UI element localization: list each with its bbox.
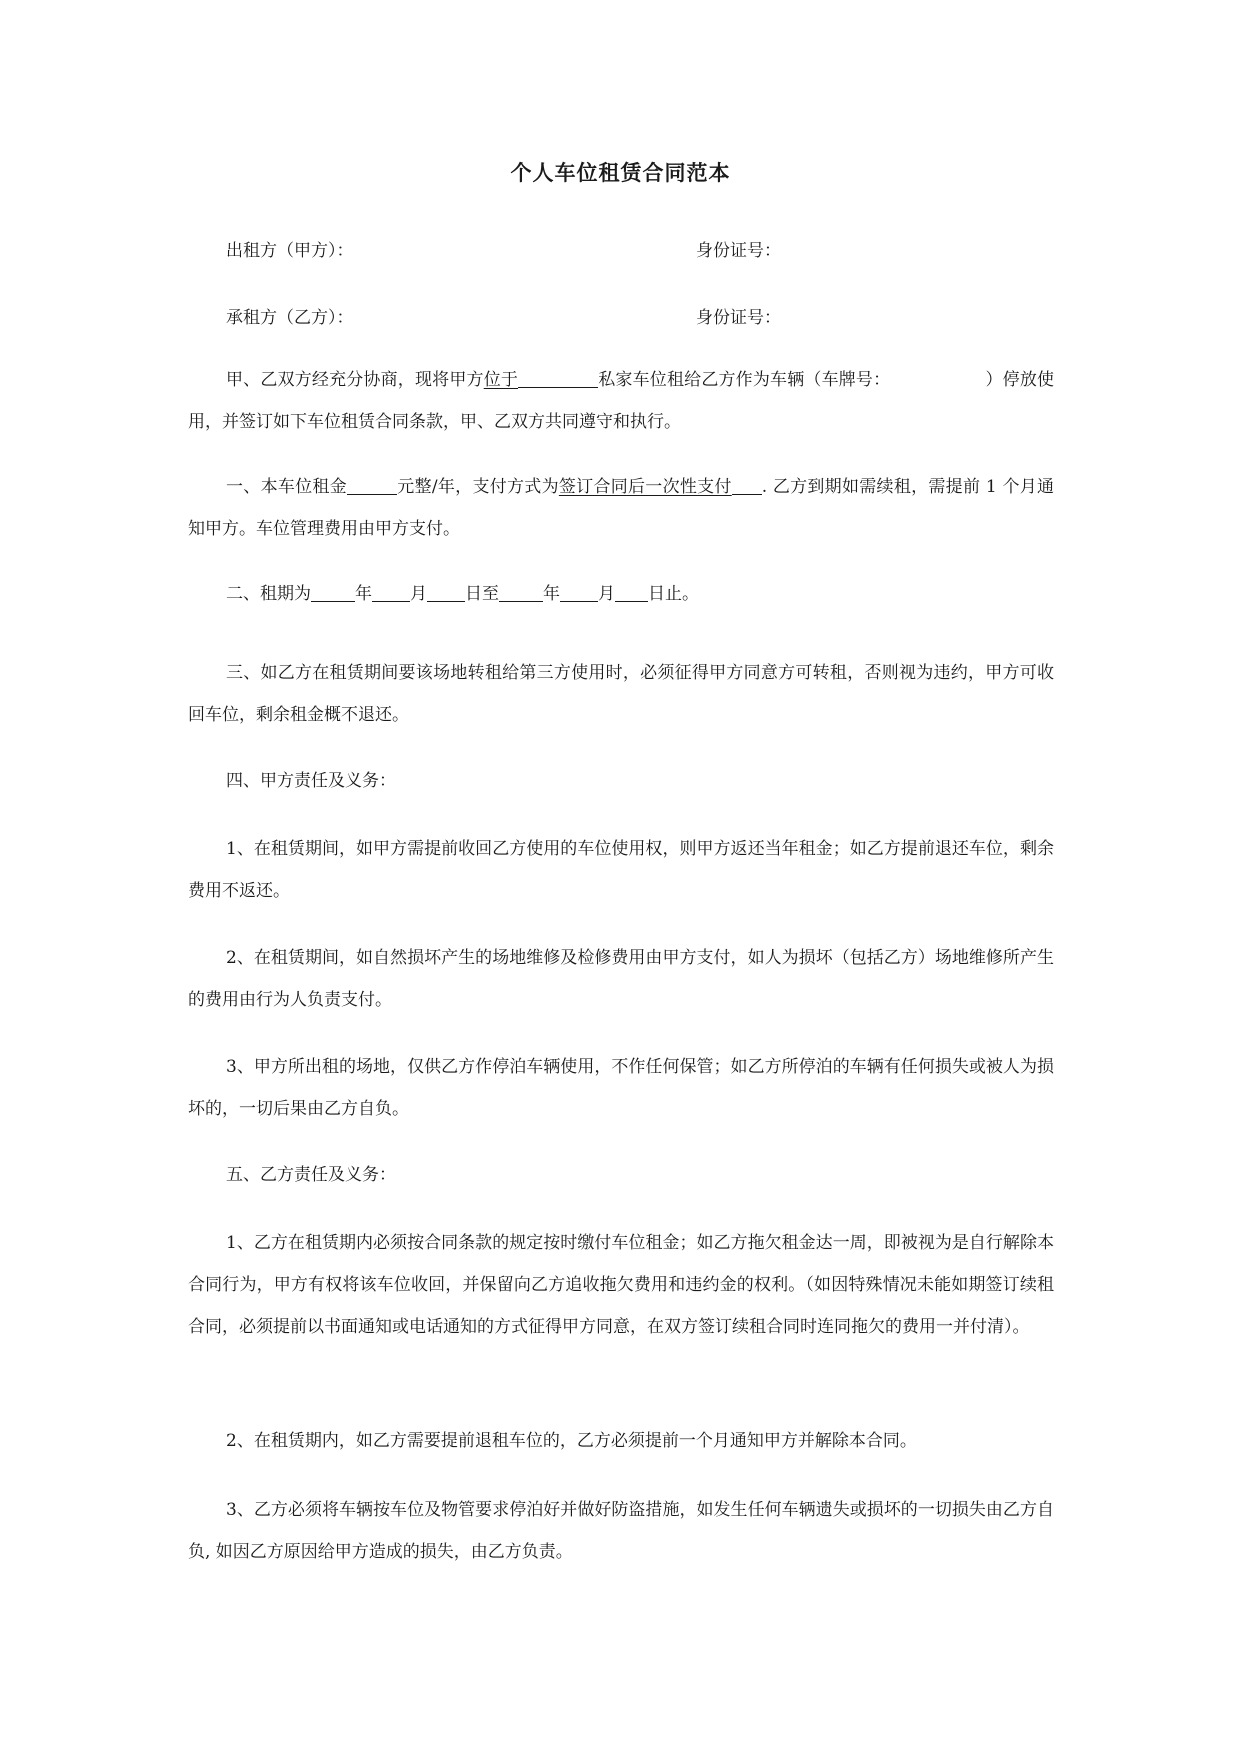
lessee-id-label: 身份证号： [696,308,781,328]
rent-amount-blank [347,476,397,495]
section-4-item-3: 3、甲方所出租的场地，仅供乙方作停泊车辆使用，不作任何保管；如乙方所停泊的车辆有任何损失或被人为损坏的，一切后果由乙方自负。 [188,1057,1054,1119]
clause-2 [188,573,1054,615]
intro-text-1: 甲、乙双方经充分协商，现将甲方 [226,370,484,390]
lessee-row [226,303,1106,327]
end-text: 日止。 [648,584,699,604]
start-day-blank [427,583,465,602]
lessor-label: 出租方（甲方）： [226,241,354,261]
section-4-item-2: 2、在租赁期间，如自然损坏产生的场地维修及检修费用由甲方支付，如人为损坏（包括乙方）场地维修所产生的费用由行为人负责支付。 [188,948,1054,1010]
payment-method-text: 签订合同后一次性支付 [558,477,732,497]
section-4-heading: 四、甲方责任及义务： [226,771,396,791]
month-text-2: 月 [598,584,615,604]
start-month-blank [372,583,410,602]
end-month-blank [560,583,598,602]
document-title: 个人车位租赁合同范本 [510,160,731,185]
section-5-item-3: 3、乙方必须将车辆按车位及物管要求停泊好并做好防盗措施，如发生任何车辆遗失或损坏的一切损失由乙方自负, 如因乙方原因给甲方造成的损失，由乙方负责。 [188,1500,1054,1562]
location-blank [518,369,598,388]
start-year-blank [311,583,355,602]
year-text-1: 年 [355,584,372,604]
year-text-2: 年 [543,584,560,604]
end-day-blank [615,583,648,602]
intro-paragraph [188,359,1054,443]
intro-text-3: ）停放使用，并签订如下车位租赁合同条款，甲、乙双方共同遵守和执行。 [188,370,1055,432]
section-5-heading: 五、乙方责任及义务： [226,1165,396,1185]
end-year-blank [499,583,543,602]
lessee-label: 承租方（乙方）： [226,308,354,328]
clause-3: 三、如乙方在租赁期间要该场地转租给第三方使用时，必须征得甲方同意方可转租，否则视为违约，甲方可收回车位，剩余租金概不退还。 [188,663,1054,725]
clause-1-text-2: 元整/年，支付方式为 [397,477,559,497]
payment-blank [732,476,762,495]
clause-2-prefix: 二、租期为 [226,584,311,604]
located-at-text: 位于 [483,370,519,390]
clause-1 [188,466,1054,550]
month-text-1: 月 [410,584,427,604]
clause-1-text-1: 一、本车位租金 [226,477,347,497]
lessor-row [226,236,1106,260]
day-to-text: 日至 [465,584,499,604]
clause-1-text-3: . 乙方到期如需续租，需提前 1 个月通知甲方。车位管理费用由甲方支付。 [188,477,1055,539]
section-4-item-1: 1、在租赁期间，如甲方需提前收回乙方使用的车位使用权，则甲方返还当年租金；如乙方提前退还车位，剩余费用不返还。 [188,839,1054,901]
intro-text-2: 私家车位租给乙方作为车辆（车牌号： [598,370,891,390]
section-5-item-2: 2、在租赁期内，如乙方需要提前退租车位的，乙方必须提前一个月通知甲方并解除本合同。 [226,1431,917,1451]
lessor-id-label: 身份证号： [696,241,781,261]
section-5-item-1: 1、乙方在租赁期内必须按合同条款的规定按时缴付车位租金；如乙方拖欠租金达一周，即被视为是自行解除本合同行为，甲方有权将该车位收回，并保留向乙方追收拖欠费用和违约金的权利。（如因特殊情况未能如期签订续租合同，必须提前以书面通知或电话通知的方式征得甲方同意，在双方签订续租合同时连同拖欠的费用一并付清）。 [188,1233,1054,1337]
